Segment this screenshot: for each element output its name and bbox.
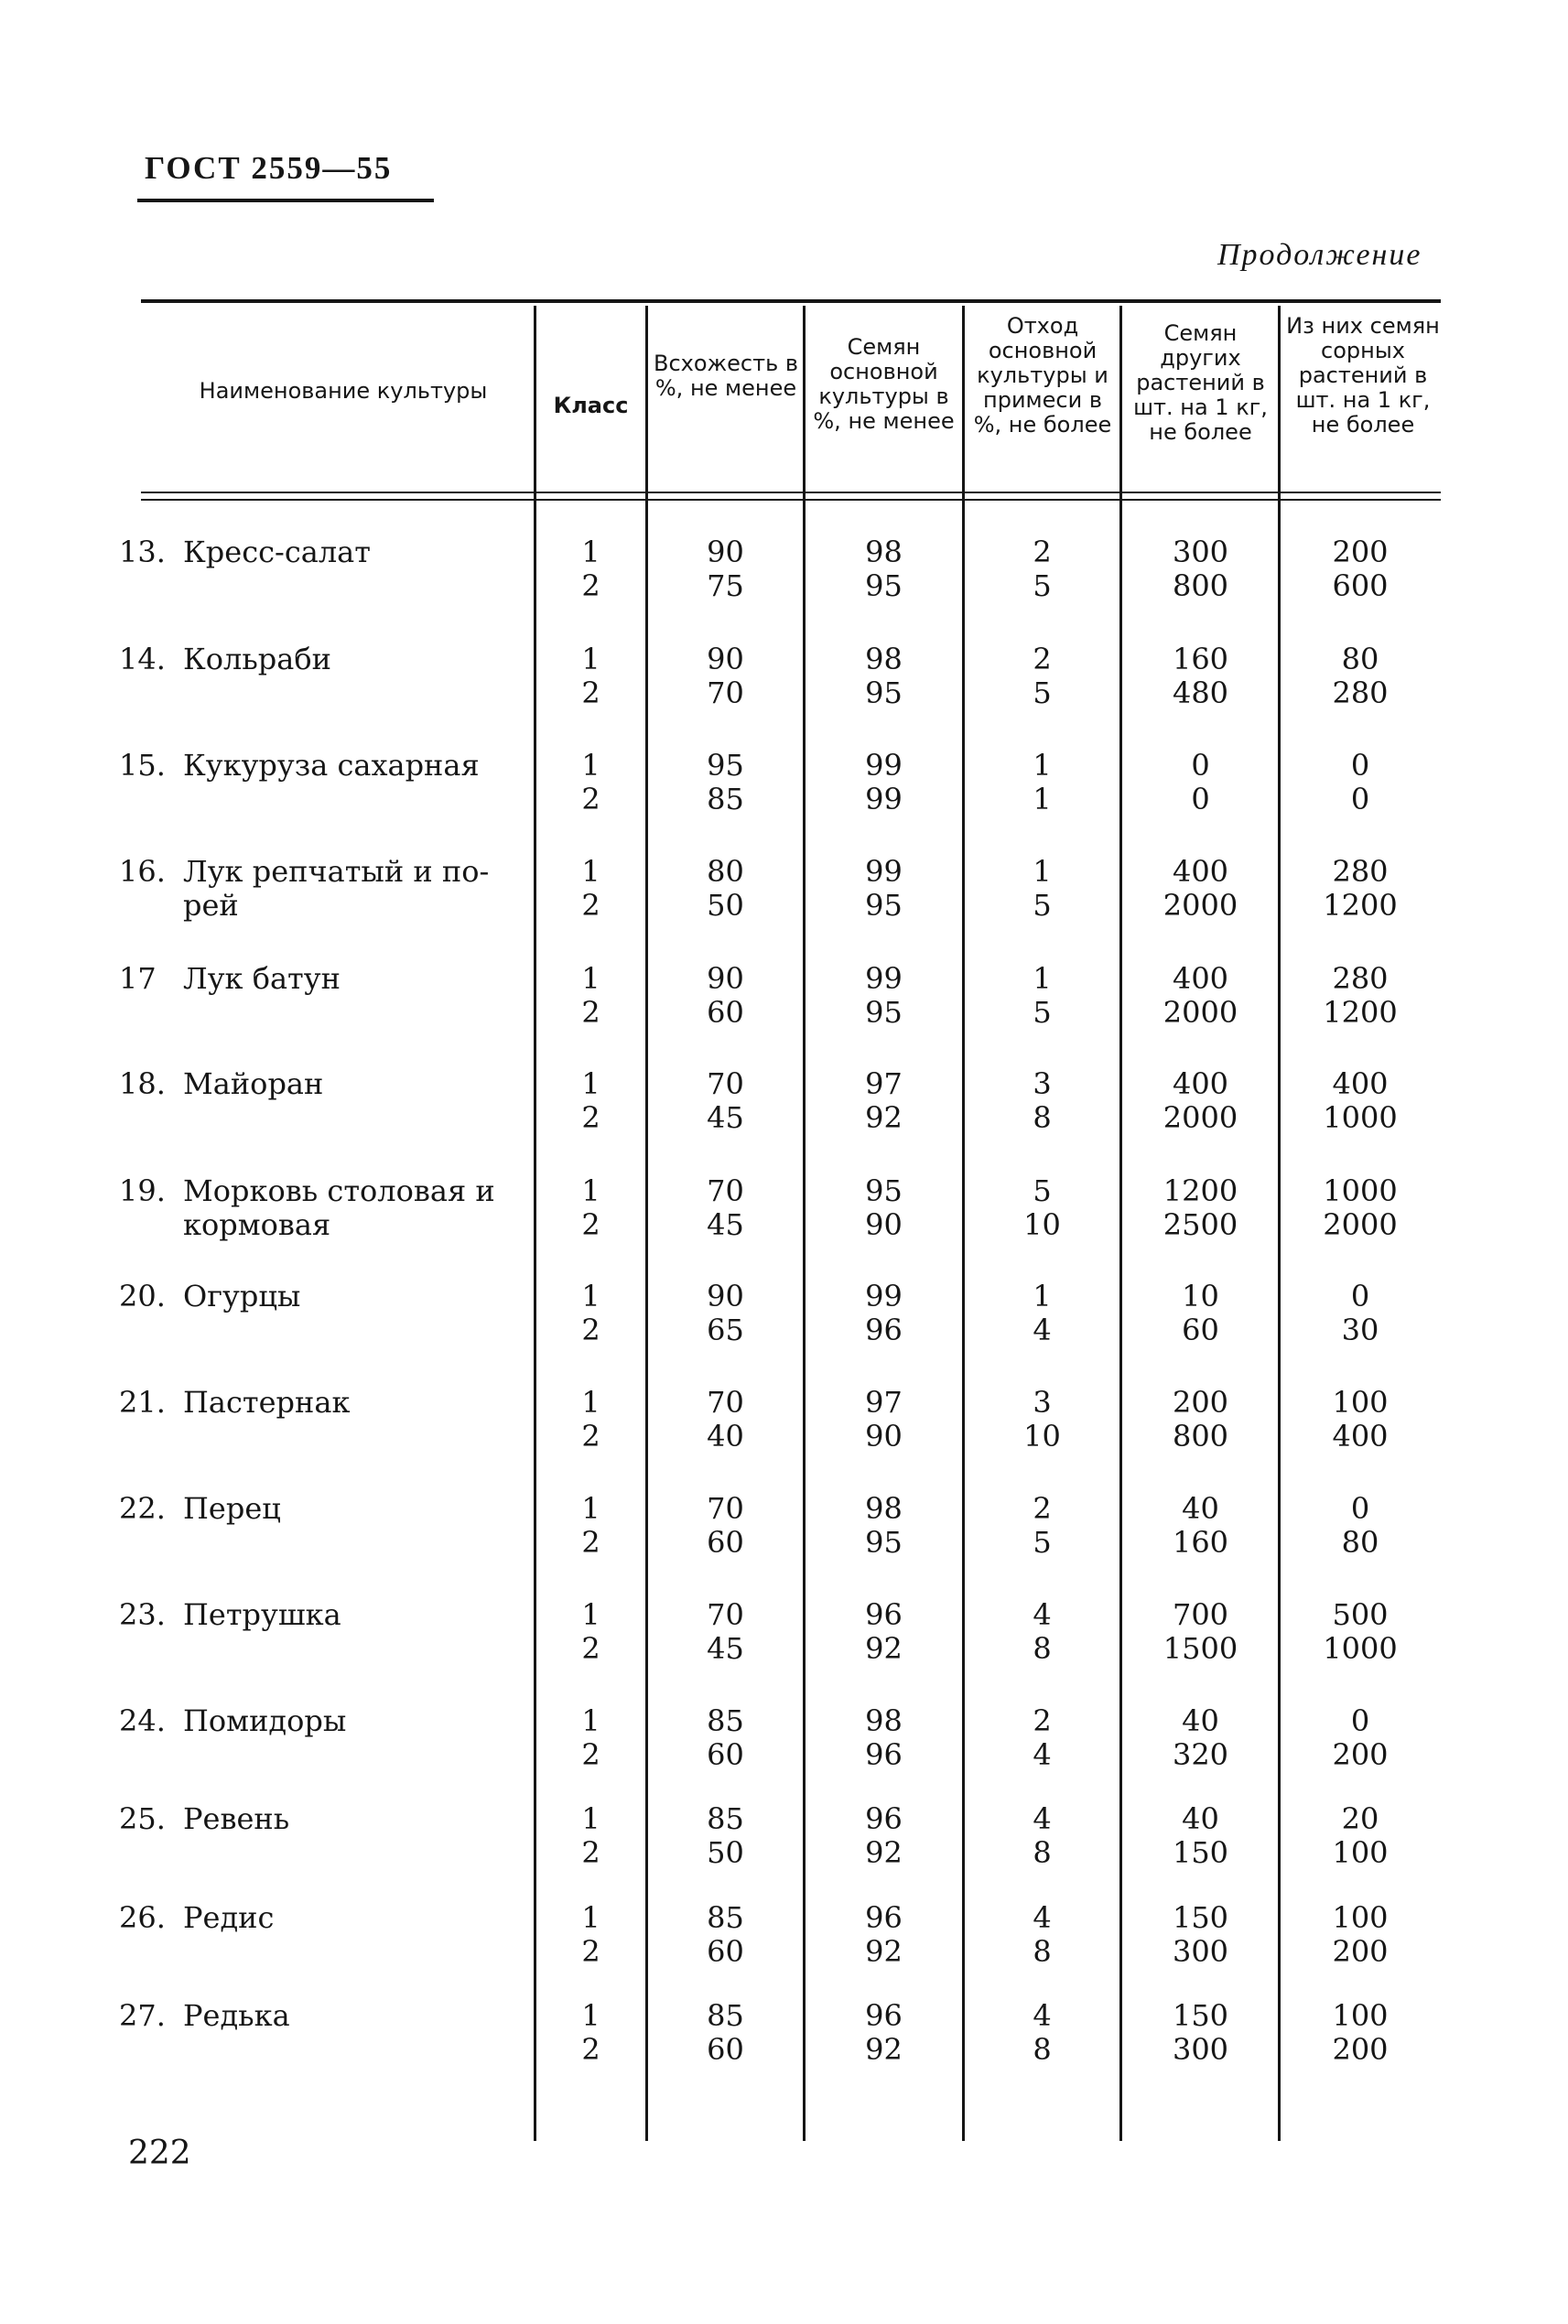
other-seeds-cell: 150 <box>1172 1900 1229 1935</box>
class-cell: 2 <box>581 1207 600 1242</box>
main-seed-cell: 92 <box>865 1835 903 1870</box>
crop-name-line: Петрушка <box>183 1597 341 1632</box>
other-seeds-cell: 2000 <box>1162 1100 1238 1135</box>
column-header-weed-seeds: Из них семян сорных растений в шт. на 1 кг, не более <box>1286 313 1440 438</box>
germination-cell: 60 <box>707 995 744 1030</box>
germination-cell: 95 <box>707 748 744 783</box>
waste-cell: 8 <box>1033 1835 1052 1870</box>
weed-seeds-cell: 100 <box>1332 1385 1389 1420</box>
other-seeds-cell: 300 <box>1172 535 1229 569</box>
main-seed-cell: 92 <box>865 2032 903 2067</box>
class-cell: 1 <box>581 1597 600 1632</box>
waste-cell: 4 <box>1033 1737 1052 1772</box>
crop-name-line: Редис <box>183 1900 275 1935</box>
crop-name-line: Морковь столовая и <box>183 1173 495 1208</box>
waste-cell: 4 <box>1033 1597 1052 1632</box>
class-cell: 1 <box>581 642 600 676</box>
crop-name-line: Перец <box>183 1491 281 1526</box>
weed-seeds-cell: 280 <box>1332 854 1389 889</box>
waste-cell: 5 <box>1033 1525 1052 1560</box>
class-cell: 1 <box>581 1385 600 1420</box>
other-seeds-cell: 2000 <box>1162 995 1238 1030</box>
germination-cell: 85 <box>707 1801 744 1836</box>
crop-name-cell <box>119 1901 274 1935</box>
row-number: 25. <box>119 1801 166 1836</box>
weed-seeds-cell: 0 <box>1350 1491 1370 1526</box>
waste-cell: 5 <box>1033 888 1052 923</box>
germination-cell: 45 <box>707 1100 744 1135</box>
other-seeds-cell: 0 <box>1191 748 1210 783</box>
row-number: 20. <box>119 1279 166 1313</box>
other-seeds-cell: 200 <box>1172 1385 1229 1420</box>
waste-cell: 2 <box>1033 1491 1052 1526</box>
waste-cell: 5 <box>1033 676 1052 710</box>
waste-cell: 1 <box>1033 1279 1052 1313</box>
class-cell: 1 <box>581 854 600 889</box>
germination-cell: 70 <box>707 676 744 710</box>
weed-seeds-cell: 400 <box>1332 1419 1389 1454</box>
waste-cell: 10 <box>1023 1419 1061 1454</box>
crop-name-cell <box>119 1067 323 1101</box>
main-seed-cell: 96 <box>865 1737 903 1772</box>
other-seeds-cell: 1200 <box>1162 1173 1238 1208</box>
row-number: 18. <box>119 1066 166 1101</box>
other-seeds-cell: 700 <box>1172 1597 1229 1632</box>
column-header-waste: Отход основной культуры и примеси в %, не более <box>973 313 1112 438</box>
column-header-other-seeds: Семян других растений в шт. на 1 кг, не более <box>1133 320 1268 445</box>
main-seed-cell: 90 <box>865 1419 903 1454</box>
crop-name-line: Лук репчатый и по- <box>183 854 490 889</box>
class-cell: 2 <box>581 676 600 710</box>
waste-cell: 3 <box>1033 1066 1052 1101</box>
row-number: 17 <box>119 961 157 996</box>
weed-seeds-cell: 500 <box>1332 1597 1389 1632</box>
class-cell: 2 <box>581 1631 600 1666</box>
class-cell: 1 <box>581 1998 600 2033</box>
weed-seeds-cell: 400 <box>1332 1066 1389 1101</box>
germination-cell: 45 <box>707 1631 744 1666</box>
column-divider <box>534 306 536 2141</box>
weed-seeds-cell: 0 <box>1350 748 1370 783</box>
waste-cell: 4 <box>1033 1313 1052 1347</box>
crop-name-cell <box>119 1386 350 1420</box>
weed-seeds-cell: 1000 <box>1323 1173 1398 1208</box>
main-seed-cell: 99 <box>865 1279 903 1313</box>
main-seed-cell: 98 <box>865 1491 903 1526</box>
other-seeds-cell: 300 <box>1172 1934 1229 1969</box>
crop-name-cell <box>119 643 331 676</box>
other-seeds-cell: 320 <box>1172 1737 1229 1772</box>
main-seed-cell: 90 <box>865 1207 903 1242</box>
main-seed-cell: 99 <box>865 961 903 996</box>
main-seed-cell: 95 <box>865 568 903 603</box>
germination-cell: 70 <box>707 1491 744 1526</box>
row-number: 19. <box>119 1173 166 1208</box>
other-seeds-cell: 400 <box>1172 854 1229 889</box>
header-bottom-rule <box>141 492 1441 493</box>
weed-seeds-cell: 0 <box>1350 782 1370 816</box>
weed-seeds-cell: 200 <box>1332 1934 1389 1969</box>
germination-cell: 85 <box>707 1998 744 2033</box>
column-divider <box>645 306 648 2141</box>
waste-cell: 8 <box>1033 2032 1052 2067</box>
weed-seeds-cell: 200 <box>1332 535 1389 569</box>
weed-seeds-cell: 1000 <box>1323 1100 1398 1135</box>
main-seed-cell: 96 <box>865 1801 903 1836</box>
class-cell: 2 <box>581 1100 600 1135</box>
crop-name-cell <box>119 855 489 923</box>
class-cell: 2 <box>581 995 600 1030</box>
main-seed-cell: 99 <box>865 748 903 783</box>
class-cell: 1 <box>581 1066 600 1101</box>
weed-seeds-cell: 20 <box>1341 1801 1379 1836</box>
germination-cell: 70 <box>707 1066 744 1101</box>
waste-cell: 1 <box>1033 854 1052 889</box>
crop-name-line: Кукуруза сахарная <box>183 748 480 783</box>
germination-cell: 70 <box>707 1173 744 1208</box>
column-header-culture: Наименование культуры <box>199 378 488 404</box>
class-cell: 2 <box>581 1525 600 1560</box>
column-header-class: Класс <box>553 393 629 418</box>
other-seeds-cell: 150 <box>1172 1835 1229 1870</box>
class-cell: 2 <box>581 2032 600 2067</box>
germination-cell: 85 <box>707 1703 744 1738</box>
crop-name-cell <box>119 749 480 783</box>
waste-cell: 4 <box>1033 1998 1052 2033</box>
germination-cell: 75 <box>707 568 744 603</box>
germination-cell: 70 <box>707 1597 744 1632</box>
row-number: 24. <box>119 1703 166 1738</box>
germination-cell: 60 <box>707 1737 744 1772</box>
row-number: 14. <box>119 642 166 676</box>
document-code: ГОСТ 2559—55 <box>145 150 393 186</box>
germination-cell: 80 <box>707 854 744 889</box>
main-seed-cell: 95 <box>865 1525 903 1560</box>
weed-seeds-cell: 0 <box>1350 1279 1370 1313</box>
other-seeds-cell: 400 <box>1172 961 1229 996</box>
other-seeds-cell: 160 <box>1172 642 1229 676</box>
other-seeds-cell: 60 <box>1182 1313 1219 1347</box>
class-cell: 2 <box>581 1313 600 1347</box>
weed-seeds-cell: 80 <box>1341 1525 1379 1560</box>
germination-cell: 90 <box>707 535 744 569</box>
weed-seeds-cell: 100 <box>1332 1900 1389 1935</box>
other-seeds-cell: 160 <box>1172 1525 1229 1560</box>
germination-cell: 90 <box>707 1279 744 1313</box>
crop-name-line: Лук батун <box>183 961 341 996</box>
other-seeds-cell: 400 <box>1172 1066 1229 1101</box>
crop-name-line: Огурцы <box>183 1279 301 1313</box>
class-cell: 1 <box>581 1703 600 1738</box>
weed-seeds-cell: 1200 <box>1323 995 1398 1030</box>
waste-cell: 5 <box>1033 995 1052 1030</box>
waste-cell: 5 <box>1033 1173 1052 1208</box>
row-number: 27. <box>119 1998 166 2033</box>
waste-cell: 8 <box>1033 1100 1052 1135</box>
main-seed-cell: 96 <box>865 1900 903 1935</box>
main-seed-cell: 99 <box>865 782 903 816</box>
weed-seeds-cell: 1200 <box>1323 888 1398 923</box>
class-cell: 1 <box>581 1279 600 1313</box>
main-seed-cell: 98 <box>865 1703 903 1738</box>
waste-cell: 3 <box>1033 1385 1052 1420</box>
waste-cell: 1 <box>1033 961 1052 996</box>
crop-name-cell <box>119 1174 495 1242</box>
column-header-main-seed: Семян основной культуры в %, не менее <box>813 334 955 434</box>
class-cell: 2 <box>581 888 600 923</box>
class-cell: 2 <box>581 568 600 603</box>
class-cell: 2 <box>581 1419 600 1454</box>
class-cell: 2 <box>581 782 600 816</box>
main-seed-cell: 92 <box>865 1631 903 1666</box>
weed-seeds-cell: 100 <box>1332 1835 1389 1870</box>
crop-name-cell <box>119 1492 281 1526</box>
main-seed-cell: 95 <box>865 676 903 710</box>
crop-name-cell <box>119 962 341 996</box>
germination-cell: 70 <box>707 1385 744 1420</box>
main-seed-cell: 97 <box>865 1066 903 1101</box>
crop-name-cell <box>119 1999 290 2033</box>
crop-name-line: Майоран <box>183 1066 324 1101</box>
row-number: 13. <box>119 535 166 569</box>
crop-name-cell <box>119 1802 289 1836</box>
other-seeds-cell: 40 <box>1182 1801 1219 1836</box>
other-seeds-cell: 300 <box>1172 2032 1229 2067</box>
weed-seeds-cell: 200 <box>1332 2032 1389 2067</box>
row-number: 22. <box>119 1491 166 1526</box>
weed-seeds-cell: 600 <box>1332 568 1389 603</box>
waste-cell: 1 <box>1033 748 1052 783</box>
other-seeds-cell: 1500 <box>1162 1631 1238 1666</box>
other-seeds-cell: 2500 <box>1162 1207 1238 1242</box>
weed-seeds-cell: 200 <box>1332 1737 1389 1772</box>
weed-seeds-cell: 100 <box>1332 1998 1389 2033</box>
crop-name-line: Пастернак <box>183 1385 351 1420</box>
row-number: 15. <box>119 748 166 783</box>
main-seed-cell: 96 <box>865 1998 903 2033</box>
crop-name-line: Помидоры <box>183 1703 347 1738</box>
germination-cell: 50 <box>707 888 744 923</box>
class-cell: 2 <box>581 1737 600 1772</box>
crop-name-line: Кольраби <box>183 642 331 676</box>
crop-name-cell <box>119 535 371 569</box>
other-seeds-cell: 800 <box>1172 1419 1229 1454</box>
germination-cell: 85 <box>707 1900 744 1935</box>
other-seeds-cell: 150 <box>1172 1998 1229 2033</box>
main-seed-cell: 96 <box>865 1597 903 1632</box>
germination-cell: 40 <box>707 1419 744 1454</box>
class-cell: 2 <box>581 1934 600 1969</box>
header-rule <box>137 199 434 202</box>
row-number: 21. <box>119 1385 166 1420</box>
class-cell: 1 <box>581 1173 600 1208</box>
waste-cell: 4 <box>1033 1801 1052 1836</box>
main-seed-cell: 95 <box>865 888 903 923</box>
class-cell: 1 <box>581 535 600 569</box>
main-seed-cell: 92 <box>865 1100 903 1135</box>
other-seeds-cell: 0 <box>1191 782 1210 816</box>
waste-cell: 8 <box>1033 1934 1052 1969</box>
main-seed-cell: 99 <box>865 854 903 889</box>
waste-cell: 2 <box>1033 1703 1052 1738</box>
table-top-rule <box>141 299 1441 303</box>
crop-name-line: Редька <box>183 1998 290 2033</box>
class-cell: 2 <box>581 1835 600 1870</box>
waste-cell: 8 <box>1033 1631 1052 1666</box>
germination-cell: 60 <box>707 1934 744 1969</box>
column-header-germination: Всхожесть в %, не менее <box>653 351 799 401</box>
crop-name-line: Ревень <box>183 1801 290 1836</box>
main-seed-cell: 95 <box>865 995 903 1030</box>
germination-cell: 90 <box>707 642 744 676</box>
main-seed-cell: 98 <box>865 642 903 676</box>
row-number: 26. <box>119 1900 166 1935</box>
main-seed-cell: 95 <box>865 1173 903 1208</box>
germination-cell: 45 <box>707 1207 744 1242</box>
crop-name-cell <box>119 1280 300 1313</box>
waste-cell: 2 <box>1033 642 1052 676</box>
continuation-label: Продолжение <box>1217 238 1422 272</box>
column-divider <box>1278 306 1281 2141</box>
main-seed-cell: 97 <box>865 1385 903 1420</box>
crop-name-cell <box>119 1704 346 1738</box>
main-seed-cell: 92 <box>865 1934 903 1969</box>
weed-seeds-cell: 280 <box>1332 961 1389 996</box>
other-seeds-cell: 800 <box>1172 568 1229 603</box>
crop-name-line: рей <box>183 888 239 923</box>
weed-seeds-cell: 1000 <box>1323 1631 1398 1666</box>
crop-name-cell <box>119 1598 341 1632</box>
germination-cell: 60 <box>707 1525 744 1560</box>
weed-seeds-cell: 2000 <box>1323 1207 1398 1242</box>
header-bottom-rule <box>141 499 1441 501</box>
waste-cell: 10 <box>1023 1207 1061 1242</box>
weed-seeds-cell: 30 <box>1341 1313 1379 1347</box>
column-divider <box>803 306 806 2141</box>
class-cell: 1 <box>581 961 600 996</box>
other-seeds-cell: 40 <box>1182 1703 1219 1738</box>
other-seeds-cell: 2000 <box>1162 888 1238 923</box>
weed-seeds-cell: 80 <box>1341 642 1379 676</box>
weed-seeds-cell: 0 <box>1350 1703 1370 1738</box>
weed-seeds-cell: 280 <box>1332 676 1389 710</box>
germination-cell: 85 <box>707 782 744 816</box>
other-seeds-cell: 10 <box>1182 1279 1219 1313</box>
germination-cell: 65 <box>707 1313 744 1347</box>
waste-cell: 5 <box>1033 568 1052 603</box>
class-cell: 1 <box>581 748 600 783</box>
main-seed-cell: 98 <box>865 535 903 569</box>
class-cell: 1 <box>581 1801 600 1836</box>
class-cell: 1 <box>581 1491 600 1526</box>
waste-cell: 4 <box>1033 1900 1052 1935</box>
column-divider <box>1119 306 1122 2141</box>
other-seeds-cell: 480 <box>1172 676 1229 710</box>
row-number: 16. <box>119 854 166 889</box>
row-number: 23. <box>119 1597 166 1632</box>
waste-cell: 1 <box>1033 782 1052 816</box>
main-seed-cell: 96 <box>865 1313 903 1347</box>
germination-cell: 50 <box>707 1835 744 1870</box>
page-number: 222 <box>128 2135 191 2172</box>
waste-cell: 2 <box>1033 535 1052 569</box>
germination-cell: 90 <box>707 961 744 996</box>
class-cell: 1 <box>581 1900 600 1935</box>
germination-cell: 60 <box>707 2032 744 2067</box>
column-divider <box>962 306 965 2141</box>
crop-name-line: кормовая <box>183 1207 331 1242</box>
crop-name-line: Кресс-салат <box>183 535 371 569</box>
other-seeds-cell: 40 <box>1182 1491 1219 1526</box>
